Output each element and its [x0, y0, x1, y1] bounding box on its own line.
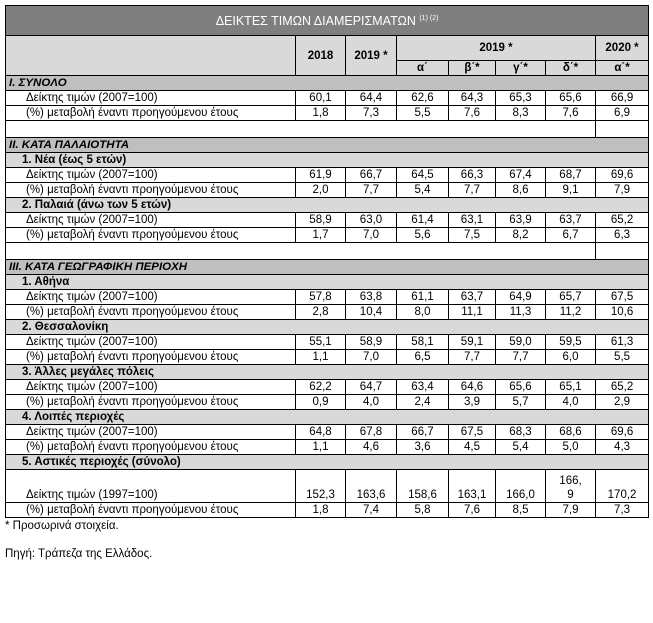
value-cell: 63,4 — [397, 380, 449, 395]
table-row — [6, 380, 649, 395]
subsection-title: 1. Νέα (έως 5 ετών) — [6, 153, 649, 168]
value-cell: 158,6 — [397, 470, 449, 503]
header-2020: 2020 * — [596, 36, 649, 61]
header-row-1 — [6, 36, 649, 61]
source-note: Πηγή: Τράπεζα της Ελλάδος. — [5, 548, 153, 560]
value-cell: 61,3 — [596, 335, 649, 350]
section-title: ΙΙΙ. ΚΑΤΑ ΓΕΩΓΡΑΦΙΚΗ ΠΕΡΙΟΧΗ — [6, 260, 649, 275]
value-cell: 8,0 — [397, 305, 449, 320]
value-cell: 68,6 — [546, 425, 596, 440]
value-cell: 4,0 — [346, 395, 397, 410]
value-cell: 7,7 — [449, 350, 496, 365]
value-cell: 65,3 — [496, 91, 546, 106]
value-cell: 65,6 — [496, 380, 546, 395]
value-cell: 69,6 — [596, 425, 649, 440]
value-cell: 2,9 — [596, 395, 649, 410]
value-cell: 1,8 — [296, 106, 346, 121]
row-label: (%) μεταβολή έναντι προηγούμενου έτους — [6, 503, 296, 518]
value-cell: 61,4 — [397, 213, 449, 228]
table-row — [6, 503, 649, 518]
value-cell: 1,1 — [296, 440, 346, 455]
value-cell: 62,2 — [296, 380, 346, 395]
value-cell: 65,7 — [546, 290, 596, 305]
row-label: Δείκτης τιμών (2007=100) — [6, 425, 296, 440]
value-cell: 163,6 — [346, 470, 397, 503]
value-cell: 58,9 — [296, 213, 346, 228]
value-cell: 65,2 — [596, 213, 649, 228]
value-cell: 8,2 — [496, 228, 546, 243]
table-row — [6, 183, 649, 198]
table-row — [6, 305, 649, 320]
table-row — [6, 395, 649, 410]
value-cell: 64,7 — [346, 380, 397, 395]
value-cell: 1,7 — [296, 228, 346, 243]
value-cell: 66,9 — [596, 91, 649, 106]
row-label: Δείκτης τιμών (2007=100) — [6, 290, 296, 305]
value-cell: 59,0 — [496, 335, 546, 350]
value-cell: 2,4 — [397, 395, 449, 410]
row-label: (%) μεταβολή έναντι προηγούμενου έτους — [6, 395, 296, 410]
row-label: (%) μεταβολή έναντι προηγούμενου έτους — [6, 305, 296, 320]
title-note: (1) (2) — [419, 15, 439, 23]
row-label: (%) μεταβολή έναντι προηγούμενου έτους — [6, 440, 296, 455]
header-2019: 2019 * — [346, 36, 397, 76]
subsection-title: 3. Άλλες μεγάλες πόλεις — [6, 365, 649, 380]
value-cell: 11,1 — [449, 305, 496, 320]
value-cell: 7,9 — [596, 183, 649, 198]
section-header — [6, 138, 649, 153]
value-cell: 66,3 — [449, 168, 496, 183]
value-cell: 2,0 — [296, 183, 346, 198]
value-cell: 64,4 — [346, 91, 397, 106]
blank-row — [6, 243, 649, 260]
value-cell: 11,2 — [546, 305, 596, 320]
row-label: Δείκτης τιμών (2007=100) — [6, 335, 296, 350]
row-label: (%) μεταβολή έναντι προηγούμενου έτους — [6, 106, 296, 121]
value-cell: 6,0 — [546, 350, 596, 365]
header-quarter: α΄* — [596, 61, 649, 76]
value-cell: 63,8 — [346, 290, 397, 305]
subsection-header — [6, 365, 649, 380]
value-cell: 1,1 — [296, 350, 346, 365]
value-cell: 55,1 — [296, 335, 346, 350]
row-label: Δείκτης τιμών (2007=100) — [6, 213, 296, 228]
value-cell: 66,7 — [397, 425, 449, 440]
header-2018: 2018 — [296, 36, 346, 76]
value-cell: 5,6 — [397, 228, 449, 243]
section-header — [6, 76, 649, 91]
value-cell: 0,9 — [296, 395, 346, 410]
value-cell: 5,5 — [596, 350, 649, 365]
value-cell: 7,7 — [496, 350, 546, 365]
value-cell: 4,0 — [546, 395, 596, 410]
value-cell: 7,3 — [596, 503, 649, 518]
value-cell: 67,5 — [596, 290, 649, 305]
value-cell: 5,0 — [546, 440, 596, 455]
value-cell: 166, 9 — [546, 470, 596, 503]
value-cell: 65,6 — [546, 91, 596, 106]
value-cell: 5,8 — [397, 503, 449, 518]
value-cell: 7,6 — [449, 106, 496, 121]
price-index-table — [5, 5, 649, 518]
value-cell: 65,2 — [596, 380, 649, 395]
subsection-header — [6, 275, 649, 290]
table-row — [6, 106, 649, 121]
subsection-header — [6, 198, 649, 213]
value-cell: 3,6 — [397, 440, 449, 455]
footnote: * Προσωρινά στοιχεία. — [5, 520, 119, 532]
value-cell: 7,4 — [346, 503, 397, 518]
table-row — [6, 335, 649, 350]
blank-row — [6, 121, 649, 138]
subsection-header — [6, 410, 649, 425]
header-quarter: γ΄* — [496, 61, 546, 76]
value-cell: 4,6 — [346, 440, 397, 455]
value-cell: 4,3 — [596, 440, 649, 455]
value-cell: 61,1 — [397, 290, 449, 305]
value-cell: 60,1 — [296, 91, 346, 106]
value-cell: 62,6 — [397, 91, 449, 106]
value-cell: 1,8 — [296, 503, 346, 518]
section-header — [6, 260, 649, 275]
value-cell: 8,3 — [496, 106, 546, 121]
row-label: Δείκτης τιμών (2007=100) — [6, 380, 296, 395]
header-quarter: α΄ — [397, 61, 449, 76]
subsection-title: 5. Αστικές περιοχές (σύνολο) — [6, 455, 649, 470]
section-title: ΙΙ. ΚΑΤΑ ΠΑΛΑΙΟΤΗΤΑ — [6, 138, 649, 153]
value-cell: 3,9 — [449, 395, 496, 410]
value-cell: 7,7 — [346, 183, 397, 198]
value-cell: 7,3 — [346, 106, 397, 121]
header-quarter: β΄* — [449, 61, 496, 76]
value-cell: 63,0 — [346, 213, 397, 228]
value-cell: 63,7 — [546, 213, 596, 228]
table-row — [6, 425, 649, 440]
value-cell: 7,5 — [449, 228, 496, 243]
table-row — [6, 440, 649, 455]
table-title-row — [6, 6, 649, 36]
value-cell: 69,6 — [596, 168, 649, 183]
value-cell: 10,6 — [596, 305, 649, 320]
value-cell: 63,1 — [449, 213, 496, 228]
value-cell: 152,3 — [296, 470, 346, 503]
value-cell: 58,1 — [397, 335, 449, 350]
row-label: Δείκτης τιμών (2007=100) — [6, 91, 296, 106]
row-label: (%) μεταβολή έναντι προηγούμενου έτους — [6, 228, 296, 243]
value-cell: 68,3 — [496, 425, 546, 440]
row-label: (%) μεταβολή έναντι προηγούμενου έτους — [6, 183, 296, 198]
value-cell: 64,5 — [397, 168, 449, 183]
value-cell: 166,0 — [496, 470, 546, 503]
value-cell: 9,1 — [546, 183, 596, 198]
subsection-title: 2. Παλαιά (άνω των 5 ετών) — [6, 198, 649, 213]
subsection-header — [6, 153, 649, 168]
header-2019-quarters: 2019 * — [397, 36, 596, 61]
value-cell: 8,5 — [496, 503, 546, 518]
value-cell: 59,1 — [449, 335, 496, 350]
section-title: Ι. ΣΥΝΟΛΟ — [6, 76, 649, 91]
value-cell: 5,7 — [496, 395, 546, 410]
value-cell: 4,5 — [449, 440, 496, 455]
value-cell: 163,1 — [449, 470, 496, 503]
header-blank — [6, 36, 296, 76]
value-cell: 7,6 — [449, 503, 496, 518]
row-label: Δείκτης τιμών (1997=100) — [6, 470, 296, 503]
value-cell: 67,8 — [346, 425, 397, 440]
table-title: ΔΕΙΚΤΕΣ ΤΙΜΩΝ ΔΙΑΜΕΡΙΣΜΑΤΩΝ $^{(1) (2)}$ — [6, 6, 649, 36]
value-cell: 7,0 — [346, 350, 397, 365]
value-cell: 57,8 — [296, 290, 346, 305]
header-quarter: δ΄* — [546, 61, 596, 76]
value-cell: 7,0 — [346, 228, 397, 243]
value-cell: 10,4 — [346, 305, 397, 320]
value-cell: 5,5 — [397, 106, 449, 121]
subsection-title: 2. Θεσσαλονίκη — [6, 320, 649, 335]
value-cell: 63,7 — [449, 290, 496, 305]
value-cell: 8,6 — [496, 183, 546, 198]
row-label: Δείκτης τιμών (2007=100) — [6, 168, 296, 183]
value-cell: 63,9 — [496, 213, 546, 228]
subsection-header — [6, 455, 649, 470]
value-cell: 61,9 — [296, 168, 346, 183]
table-row — [6, 91, 649, 106]
value-cell: 6,5 — [397, 350, 449, 365]
row-label: (%) μεταβολή έναντι προηγούμενου έτους — [6, 350, 296, 365]
value-cell: 67,4 — [496, 168, 546, 183]
table-row — [6, 228, 649, 243]
value-cell: 59,5 — [546, 335, 596, 350]
value-cell: 7,6 — [546, 106, 596, 121]
subsection-title: 1. Αθήνα — [6, 275, 649, 290]
value-cell: 6,7 — [546, 228, 596, 243]
value-cell: 67,5 — [449, 425, 496, 440]
value-cell: 64,3 — [449, 91, 496, 106]
value-cell: 64,6 — [449, 380, 496, 395]
value-cell: 11,3 — [496, 305, 546, 320]
table-row — [6, 213, 649, 228]
value-cell: 2,8 — [296, 305, 346, 320]
value-cell: 64,9 — [496, 290, 546, 305]
value-cell: 58,9 — [346, 335, 397, 350]
subsection-title: 4. Λοιπές περιοχές — [6, 410, 649, 425]
value-cell: 6,9 — [596, 106, 649, 121]
value-cell: 66,7 — [346, 168, 397, 183]
table-row — [6, 168, 649, 183]
value-cell: 7,7 — [449, 183, 496, 198]
value-cell: 7,9 — [546, 503, 596, 518]
value-cell: 68,7 — [546, 168, 596, 183]
value-cell: 6,3 — [596, 228, 649, 243]
table-row — [6, 290, 649, 305]
value-cell: 170,2 — [596, 470, 649, 503]
table-row — [6, 350, 649, 365]
value-cell: 5,4 — [397, 183, 449, 198]
subsection-header — [6, 320, 649, 335]
value-cell: 64,8 — [296, 425, 346, 440]
value-cell: 5,4 — [496, 440, 546, 455]
value-cell: 65,1 — [546, 380, 596, 395]
table-row — [6, 470, 649, 503]
